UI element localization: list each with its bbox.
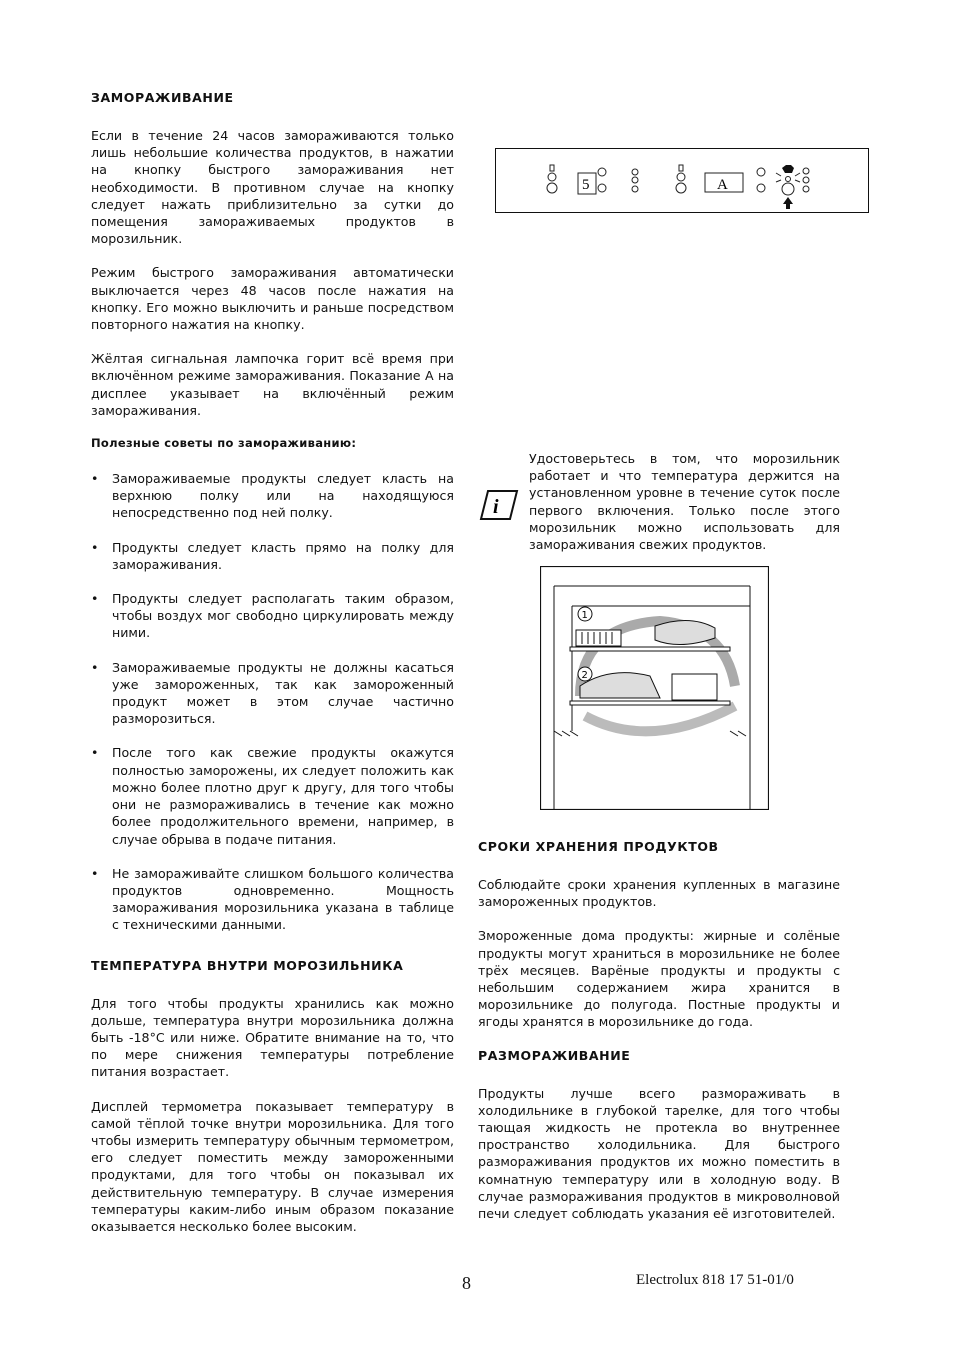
left-column — [91, 90, 454, 1252]
tips-heading: Полезные советы по замораживанию: — [91, 436, 357, 451]
info-note — [529, 450, 840, 570]
bullet-icon: • — [91, 865, 99, 881]
temperature-paragraph-2: Дисплей термометра показывает температуру в самой тёплой точке внутри морозильника. Для того чтобы измерить температуру обычным термометром, его следует поместить между замороженными продуктами, для того чтобы он показывал их действительную температуру. В случае измерения температуры каким-либо иным образом показание оказывается несколько более высоким. — [91, 1098, 454, 1234]
freezer-illustration — [540, 566, 769, 810]
thawing-paragraph: Продукты лучше всего размораживать в холодильнике в глубокой тарелке, для того чтобы тающая жидкость не протекла во внутреннее пространство холодильника. Для быстрого размораживания продуктов их можно поместить в комнатную температуру или в холодную воду. В случае размораживания продуктов в микроволновой печи следует соблюдать указания её изготовителей. — [478, 1085, 840, 1222]
temperature-heading: ТЕМПЕРАТУРА ВНУТРИ МОРОЗИЛЬНИКА — [91, 957, 404, 973]
freezing-paragraph-1: Если в течение 24 часов замораживаются только лишь небольшие количества продуктов, в нажатии на кнопку быстрого замораживания нет необходимости. В противном случае на кнопку следует нажать приблизительно за сутки до помещения замораживаемых продуктов в морозильник. — [91, 128, 454, 247]
bullet-icon: • — [91, 659, 99, 675]
document-code: Electrolux 818 17 51-01/0 — [636, 1272, 794, 1288]
fast-freeze-button — [782, 183, 794, 195]
list-item: • После того как свежие продукты окажутся полностью заморожены, их следует положить как можно более плотно друг к другу, для того чтобы они не размораживались в течение как можно более продолжительного времени, например, в случае обрыва в подаче питания. — [91, 745, 454, 847]
info-letter: i — [493, 496, 499, 518]
control-panel-illustration — [495, 148, 869, 213]
list-item: • Не замораживайте слишком большого количества продуктов одновременно. Мощность замораживания морозильника указана в таблице с техническими данными. — [91, 865, 454, 933]
right-column — [478, 839, 840, 1239]
control-panel-drawing — [496, 149, 867, 211]
storage-paragraph-2: Змороженные дома продукты: жирные и солёные продукты могут храниться в морозильнике не более трёх месяцев. Варёные продукты и продукты с небольшим содержанием жира хранится в морозильнике до полугода. Постные продукты и ягоды хранятся в морозильнике до года. — [478, 928, 840, 1030]
page-number: 8 — [462, 1273, 471, 1293]
display-value-right: A — [717, 177, 728, 193]
list-item: • Продукты следует располагать таким образом, чтобы воздух мог свободно циркулировать между ними. — [91, 591, 454, 641]
storage-paragraph-1: Соблюдайте сроки хранения купленных в магазине замороженных продуктов. — [478, 877, 840, 910]
bullet-icon: • — [91, 539, 99, 555]
indicator-icon — [550, 165, 554, 171]
arrow-up-icon — [783, 197, 793, 209]
svg-text:1: 1 — [581, 610, 588, 621]
info-icon — [479, 489, 519, 521]
svg-text:2: 2 — [581, 670, 588, 681]
storage-heading: СРОКИ ХРАНЕНИЯ ПРОДУКТОВ — [478, 839, 719, 854]
list-item: • Продукты следует класть прямо на полку для замораживания. — [91, 539, 454, 572]
freezing-heading: ЗАМОРАЖИВАНИЕ — [91, 90, 234, 105]
freezing-paragraph-3: Жёлтая сигнальная лампочка горит всё время при включённом режиме замораживания. Показание А на дисплее указывает на включённый режим замораживания. — [91, 351, 454, 418]
info-note-text: Удостоверьтесь в том, что морозильник работает и что температура держится на установленном уровне в течение суток после первого включения. Только после этого морозильник можно использовать для замораживания свежих продуктов. — [529, 451, 840, 553]
tips-list — [91, 470, 454, 933]
bullet-icon: • — [91, 471, 99, 487]
list-item: • Замораживаемые продукты следует класть на верхнюю полку или на находящуюся непосредственно под ней полку. — [91, 471, 454, 521]
snowflake-icon — [782, 165, 794, 173]
list-item: • Замораживаемые продукты не должны касаться уже замороженных, так как замороженный продукт может в этом случае частично разморозиться. — [91, 659, 454, 727]
temperature-paragraph-1: Для того чтобы продукты хранились как можно дольше, температура внутри морозильника должна быть -18°С или ниже. Обратите внимание на то, что по мере снижения температуры потребление питания возрастает. — [91, 995, 454, 1080]
display-value-left: 5 — [582, 177, 590, 193]
bullet-icon: • — [91, 591, 99, 607]
thawing-heading: РАЗМОРАЖИВАНИЕ — [478, 1047, 631, 1063]
freezing-paragraph-2: Режим быстрого замораживания автоматически выключается через 48 часов после нажатия на кнопку. Его можно выключить и раньше посредством повторного нажатия на кнопку. — [91, 265, 454, 333]
bullet-icon: • — [91, 745, 99, 761]
